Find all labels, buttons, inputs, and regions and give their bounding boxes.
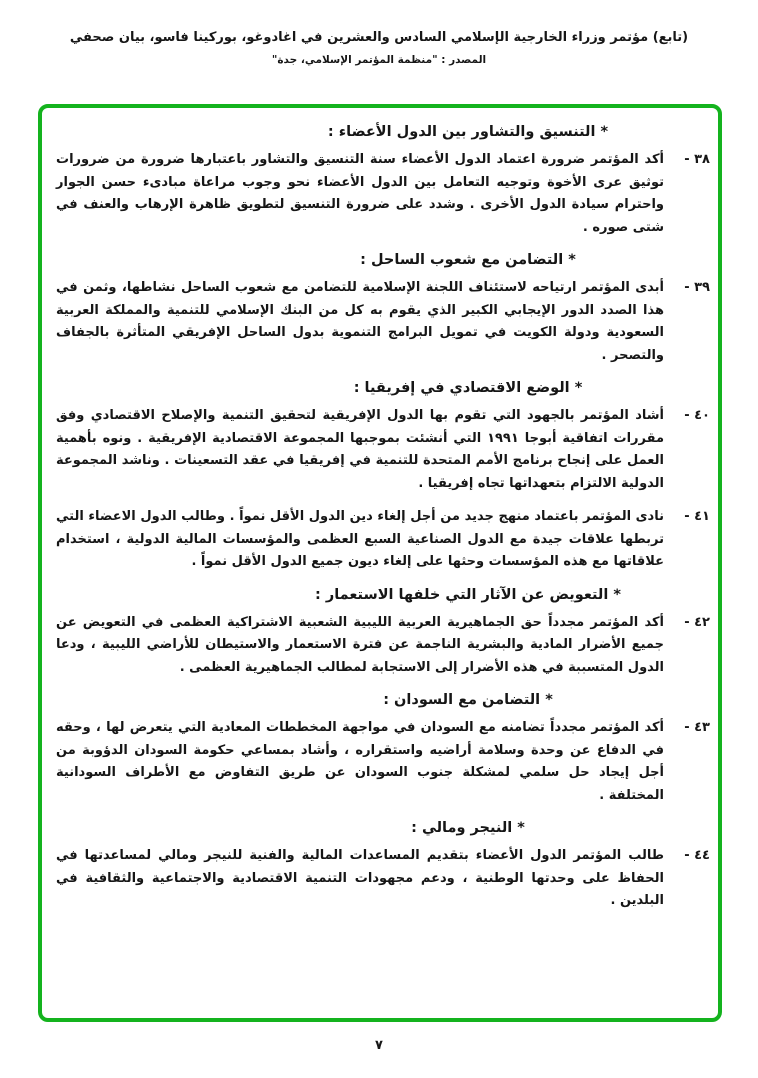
section-title: * النيجر ومالي :: [411, 820, 525, 836]
section-economic-situation-africa: [56, 380, 710, 574]
item-text: أكد المؤتمر مجدداً تضامنه مع السودان في مواجهة المخططات المعادية التي يتعرض لها ، وحقه في الدفاع عن وحدة وسلامة أراضيه واستقراره ، وأشاد بمساعي حكومة السودان الدؤوبة من أجل إيجاد حل سلمي لمشكلة جنوب السودان عن طريق التفاوض مع الأطراف السودانية المختلفة .: [56, 720, 664, 803]
item-number: ٤٠ -: [684, 408, 710, 423]
item-number: ٣٨ -: [684, 152, 710, 167]
item-42: [56, 612, 710, 680]
item-43: [56, 717, 710, 807]
item-text: طالب المؤتمر الدول الأعضاء بتقديم المساعدات المالية والفنية للنيجر ومالي لمساعدتها في الحفاظ على وحدتها الوطنية ، ودعم مجهودات التنمية الاقتصادية والاجتماعية والثقافية في البلدين .: [56, 848, 664, 908]
section-title: * الوضع الاقتصادي في إفريقيا :: [353, 380, 583, 396]
item-number: ٤٢ -: [684, 614, 710, 630]
item-text: أبدى المؤتمر ارتياحه لاستئناف اللجنة الإسلامية للتضامن مع شعوب الساحل نشاطها، وثمن في هذا الصدد الدور الإيجابي الكبير الذي يقوم به كل من البنك الإسلامي للتنمية والمملكة العربية السعودية ودولة الكويت في تمويل البرامج التنموية بدول الساحل الإفريقي المتأثرة بالجفاف والتصحر .: [56, 280, 664, 363]
section-solidarity-sudan: [56, 692, 710, 807]
section-title: * التعويض عن الآثار التي خلفها الاستعمار :: [315, 586, 621, 603]
item-text: أشاد المؤتمر بالجهود التي تقوم بها الدول الإفريقية لتحقيق التنمية والإصلاح الاقتصادي وفق مقررات اتفاقية أبوجا ١٩٩١ التي أنشئت بموجبها المجموعة الاقتصادية الإفريقية . ونوه بأهمية العمل على إنجاح برنامج الأمم المتحدة للتنمية في إفريقيا في عقد التسعينات . وناشد المجموعة الدولية الالتزام بتعهداتها تجاه إفريقيا .: [56, 408, 664, 491]
section-title: * التنسيق والتشاور بين الدول الأعضاء :: [327, 124, 609, 140]
item-40: [56, 405, 710, 495]
item-39: [56, 277, 710, 367]
item-text: أكد المؤتمر مجدداً حق الجماهيرية العربية الليبية الشعبية الاشتراكية العظمى في التعويض عن جميع الأضرار المادية والبشرية الناجمة عن فترة الاستعمار والاستيطان للأراضي الليبية ، ودعا الدول المتسببة في هذه الأضرار إلى الاستجابة لمطالب الجماهيرية العظمى .: [56, 614, 664, 675]
document-header: [0, 30, 758, 66]
section-solidarity-sahel: [56, 252, 710, 367]
item-44: [56, 845, 710, 913]
section-title: * التضامن مع شعوب الساحل :: [360, 252, 576, 268]
item-text: نادى المؤتمر باعتماد منهج جديد من أجل إلغاء دين الدول الأقل نمواً . وطالب الدول الاعضاء التي تربطها علاقات جيدة مع الدول الصناعية السبع العظمى والمؤسسات المالية الدولية ، استخدام علاقاتها مع هذه المؤسسات وحثها على إلغاء ديون جميع الدول الأقل نمواً .: [56, 509, 664, 569]
item-number: ٤٤ -: [684, 848, 710, 863]
content-frame: [38, 104, 722, 1022]
section-title: * التضامن مع السودان :: [383, 692, 553, 708]
item-38: [56, 149, 710, 239]
section-compensation-colonialism: [56, 587, 710, 680]
item-text: أكد المؤتمر ضرورة اعتماد الدول الأعضاء سنة التنسيق والتشاور باعتبارها ضرورة من ضرورات توثيق عرى الأخوة وتوجيه التعامل بين الدول الأعضاء نحو وجوب مراعاة مبادىء حسن الجوار واحترام سيادة الدول الأخرى . وشدد على ضرورة التنسيق لتطويق ظاهرة الإرهاب والعنف في شتى صوره .: [56, 152, 664, 235]
document-title: (تابع) مؤتمر وزراء الخارجية الإسلامي السادس والعشرين في اغادوغو، بوركينا فاسو، بيان صحفي: [69, 30, 689, 45]
document-source-line: المصدر : "منظمة المؤتمر الإسلامي، جدة": [271, 54, 487, 66]
item-number: ٤١ -: [684, 509, 710, 524]
section-niger-mali: [56, 820, 710, 913]
item-number: ٣٩ -: [684, 280, 710, 295]
item-41: [56, 506, 710, 574]
item-number: ٤٣ -: [684, 720, 710, 735]
page-number: ٧: [375, 1038, 383, 1053]
section-coordination-consultation: [56, 124, 710, 239]
